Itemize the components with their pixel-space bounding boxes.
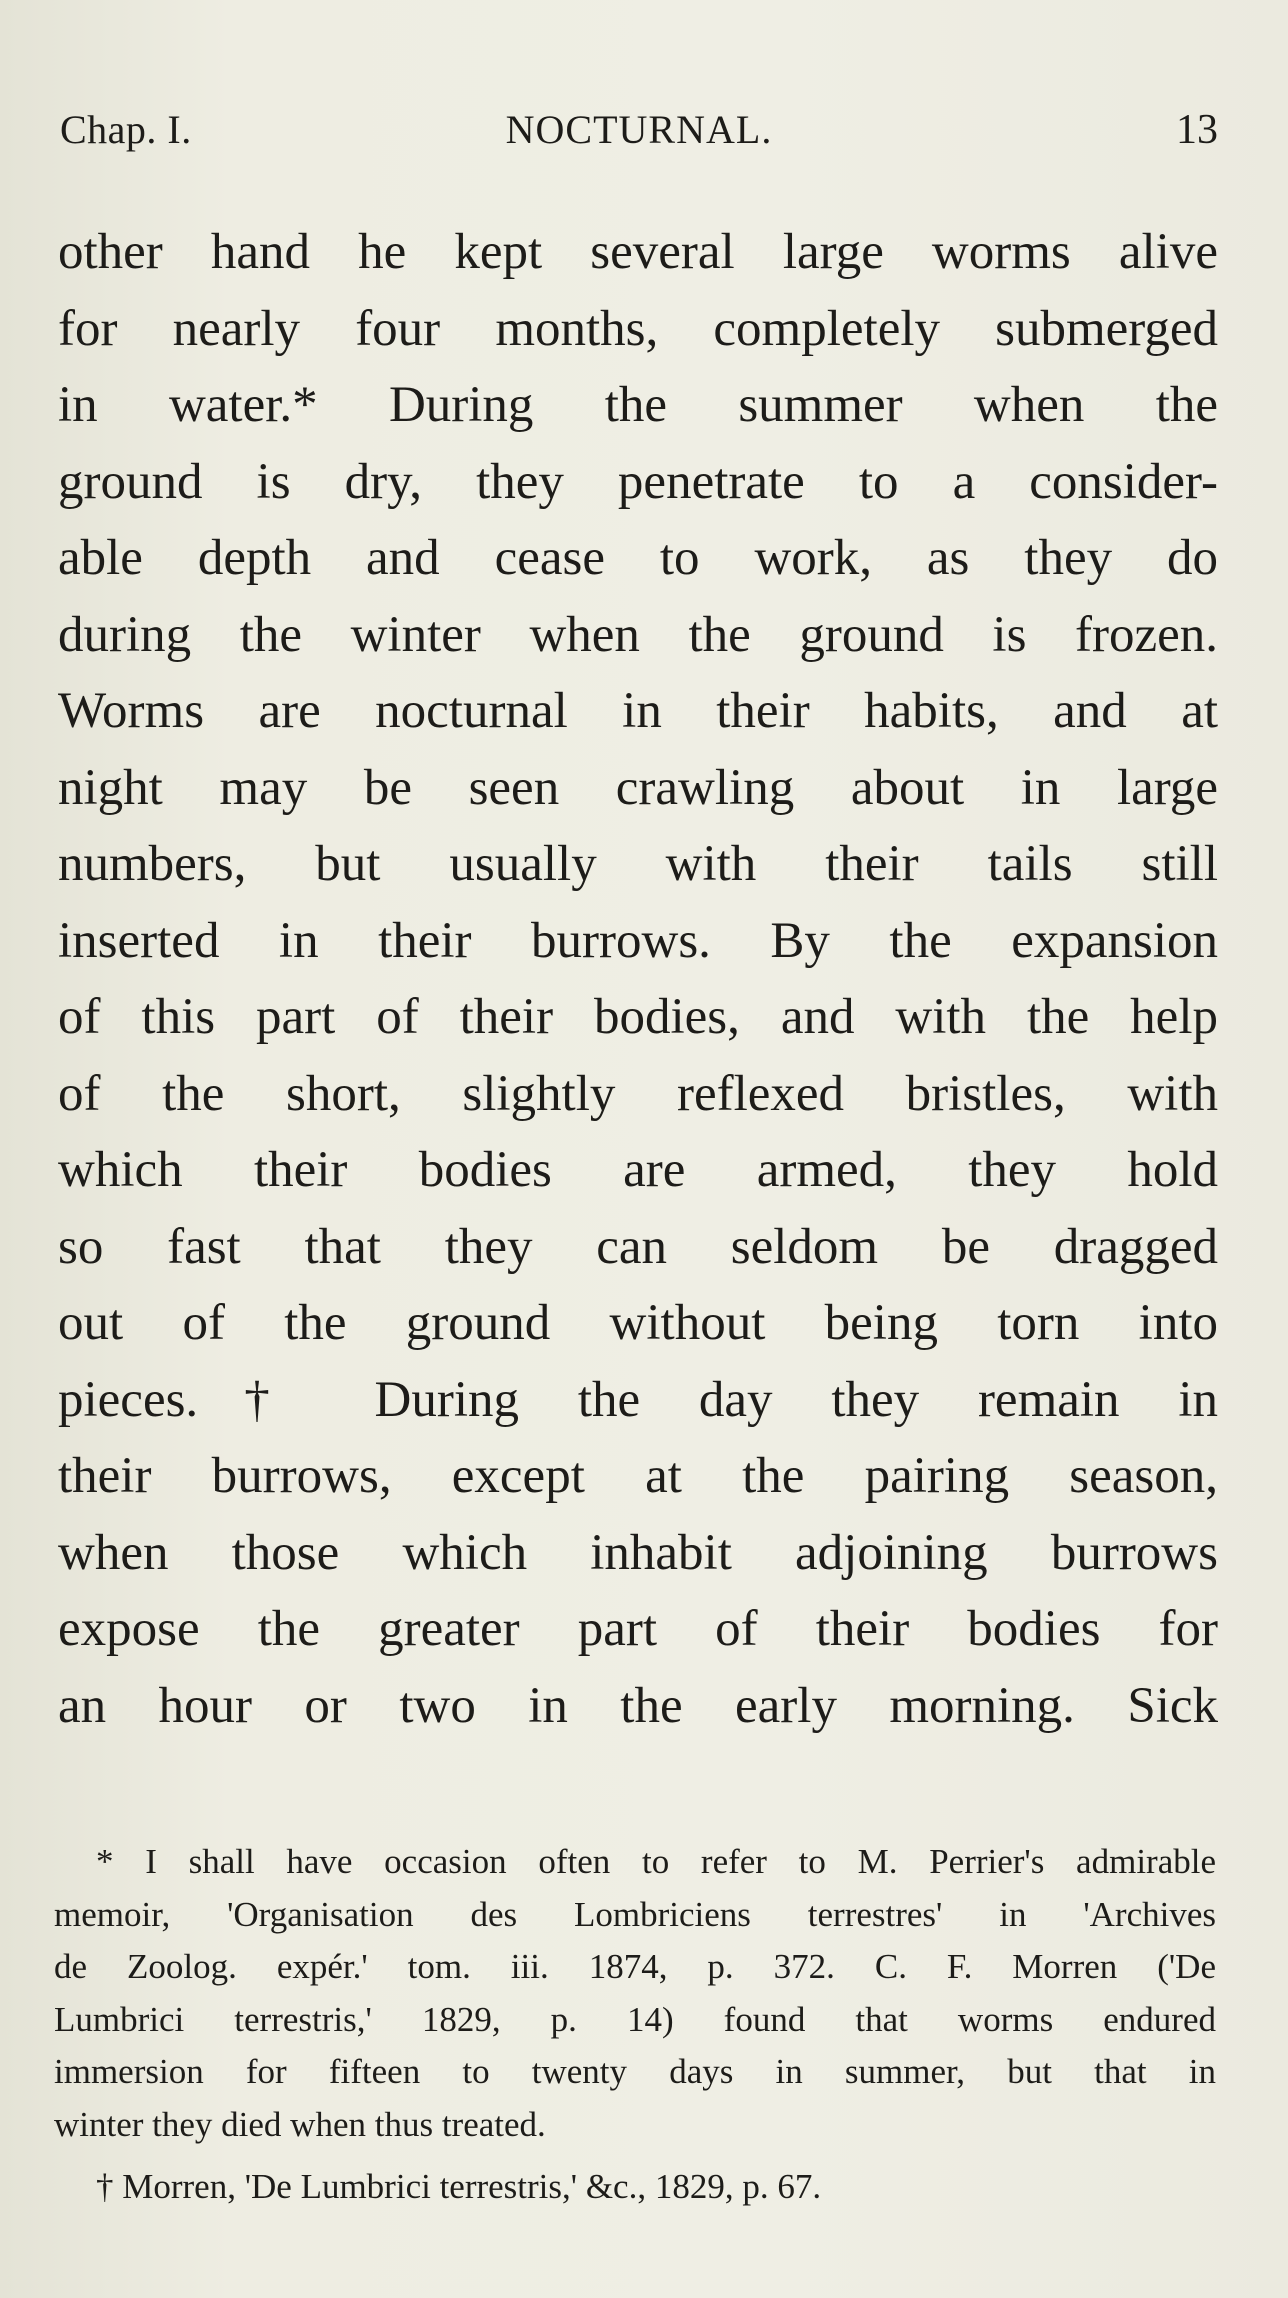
footnotes <box>54 1836 1216 2214</box>
text-line: of the short, slightly reflexed bristles, with <box>58 1065 1218 1122</box>
text-line: their burrows, except at the pairing season, <box>58 1448 1218 1504</box>
text-line: so fast that they can seldom be dragged <box>58 1218 1218 1275</box>
text-line: in water.* During the summer when the <box>58 377 1218 433</box>
text-line: expose the greater part of their bodies for <box>58 1601 1218 1657</box>
text-line: inserted in their burrows. By the expansion <box>58 912 1218 969</box>
text-line: of this part of their bodies, and with the help <box>58 989 1218 1045</box>
text-line: ground is dry, they penetrate to a consider- <box>58 453 1218 510</box>
text-line: pieces.† During the day they remain in <box>58 1371 1218 1428</box>
text-line: when those which inhabit adjoining burrows <box>58 1524 1218 1581</box>
text-line: Worms are nocturnal in their habits, and at <box>58 683 1218 739</box>
footnote-line: de Zoolog. expér.' tom. iii. 1874, p. 372. C. F. Morren ('De <box>54 1947 1216 1986</box>
footnote-line: winter they died when thus treated. <box>54 2104 546 2144</box>
text-line: other hand he kept several large worms alive <box>58 224 1218 280</box>
text-line: night may be seen crawling about in large <box>58 759 1218 816</box>
chapter-label: Chap. I. <box>60 107 192 152</box>
text-line: for nearly four months, completely submerged <box>58 300 1218 357</box>
page-number: 13 <box>1176 107 1218 153</box>
running-head <box>60 102 1218 158</box>
footnote-line: immersion for fifteen to twenty days in summer, but that in <box>54 2052 1216 2091</box>
text-line: which their bodies are armed, they hold <box>58 1142 1218 1198</box>
footnote-line: memoir, 'Organisation des Lombriciens terrestres' in 'Archives <box>54 1894 1216 1934</box>
body-text <box>58 214 1218 1744</box>
footnote-second: † Morren, 'De Lumbrici terrestris,' &c., 1829, p. 67. <box>96 2167 822 2206</box>
text-line: out of the ground without being torn into <box>58 1295 1218 1351</box>
text-line: an hour or two in the early morning. Sick <box>58 1677 1218 1734</box>
text-line: able depth and cease to work, as they do <box>58 530 1218 586</box>
footnote-line: * I shall have occasion often to refer to M. Perrier's admirable <box>96 1842 1216 1881</box>
page-title: NOCTURNAL. <box>505 107 773 152</box>
text-line: numbers, but usually with their tails still <box>58 836 1218 892</box>
footnote-line: Lumbrici terrestris,' 1829, p. 14) found that worms endured <box>54 1999 1216 2039</box>
text-line: during the winter when the ground is frozen. <box>58 606 1218 663</box>
